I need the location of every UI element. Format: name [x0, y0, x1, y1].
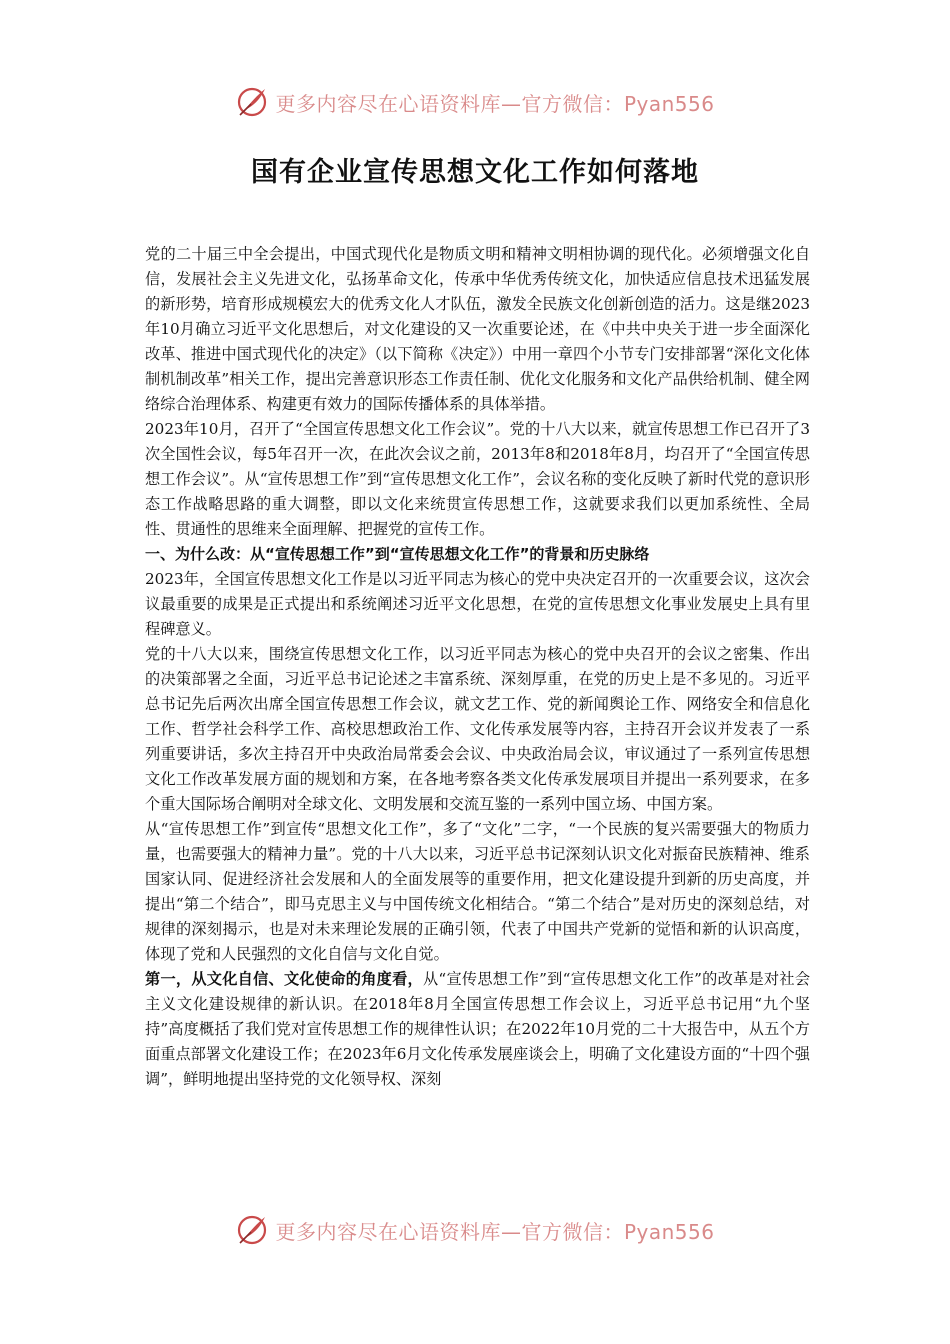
- section-heading: 一、为什么改：从“宣传思想工作”到“宣传思想文化工作”的背景和历史脉络: [145, 545, 650, 563]
- bold-lead-text: 第一，从文化自信、文化使命的角度看，: [145, 970, 423, 988]
- document-body: [145, 242, 810, 1092]
- banner-text: 更多内容尽在心语资料库—官方微信：Pyan556: [275, 91, 715, 116]
- paragraph: [145, 967, 810, 1092]
- footer-banner: [0, 1210, 950, 1250]
- paragraph-text: 从“宣传思想工作”到“宣传思想文化工作”的改革是对社会主义文化建设规律的新认识。在2018年8月全国宣传思想工作会议上，习近平总书记用“九个坚持”高度概括了我们党对宣传思想工作的规律性认识；在2022年10月党的二十大报告中，从五个方面重点部署文化建设工作；在2023年6月文化传承发展座谈会上，明确了文化建设方面的“十四个强调”，鲜明地提出坚持党的文化领导权、深刻: [145, 970, 811, 1088]
- paragraph: 党的十八大以来，围绕宣传思想文化工作，以习近平同志为核心的党中央召开的会议之密集、作出的决策部署之全面，习近平总书记论述之丰富系统、深刻厚重，在党的历史上是不多见的。习近平总书记先后两次出席全国宣传思想工作会议，就文艺工作、党的新闻舆论工作、网络安全和信息化工作、哲学社会科学工作、高校思想政治工作、文化传承发展等内容，主持召开会议并发表了一系列重要讲话，多次主持召开中央政治局常委会会议、中央政治局会议，审议通过了一系列宣传思想文化工作改革发展方面的规划和方案，在各地考察各类文化传承发展项目并提出一系列要求，在多个重大国际场合阐明对全球文化、文明发展和交流互鉴的一系列中国立场、中国方案。: [145, 645, 810, 813]
- feather-logo-icon: [235, 85, 269, 119]
- paragraph: 2023年10月，召开了“全国宣传思想文化工作会议”。党的十八大以来，就宣传思想工作已召开了3次全国性会议，每5年召开一次，在此次会议之前，2013年8和2018年8月，均召开了“全国宣传思想工作会议”。从“宣传思想工作”到“宣传思想文化工作”，会议名称的变化反映了新时代党的意识形态工作战略思路的重大调整，即以文化来统贯宣传思想工作，这就要求我们以更加系统性、全局性、贯通性的思维来全面理解、把握党的宣传工作。: [145, 420, 810, 538]
- document-title: 国有企业宣传思想文化工作如何落地: [251, 157, 699, 188]
- paragraph: 党的二十届三中全会提出，中国式现代化是物质文明和精神文明相协调的现代化。必须增强文化自信，发展社会主义先进文化，弘扬革命文化，传承中华优秀传统文化，加快适应信息技术迅猛发展的新形势，培育形成规模宏大的优秀文化人才队伍，激发全民族文化创新创造的活力。这是继2023年10月确立习近平文化思想后，对文化建设的又一次重要论述，在《中共中央关于进一步全面深化改革、推进中国式现代化的决定》（以下简称《决定》）中用一章四个小节专门安排部署“深化文化体制机制改革”相关工作，提出完善意识形态工作责任制、优化文化服务和文化产品供给机制、健全网络综合治理体系、构建更有效力的国际传播体系的具体举措。: [145, 245, 810, 413]
- header-banner: [0, 82, 950, 122]
- feather-logo-icon: [235, 1213, 269, 1247]
- paragraph: 从“宣传思想工作”到宣传“思想文化工作”，多了“文化”二字，“一个民族的复兴需要强大的物质力量，也需要强大的精神力量”。党的十八大以来，习近平总书记深刻认识文化对振奋民族精神、维系国家认同、促进经济社会发展和人的全面发展等的重要作用，把文化建设提升到新的历史高度，并提出“第二个结合”，即马克思主义与中国传统文化相结合。“第二个结合”是对历史的深刻总结，对规律的深刻揭示，也是对未来理论发展的正确引领，代表了中国共产党新的觉悟和新的认识高度，体现了党和人民强烈的文化自信与文化自觉。: [145, 820, 810, 963]
- paragraph: 2023年，全国宣传思想文化工作是以习近平同志为核心的党中央决定召开的一次重要会议，这次会议最重要的成果是正式提出和系统阐述习近平文化思想，在党的宣传思想文化事业发展史上具有里程碑意义。: [145, 570, 810, 638]
- banner-text: 更多内容尽在心语资料库—官方微信：Pyan556: [275, 1219, 715, 1244]
